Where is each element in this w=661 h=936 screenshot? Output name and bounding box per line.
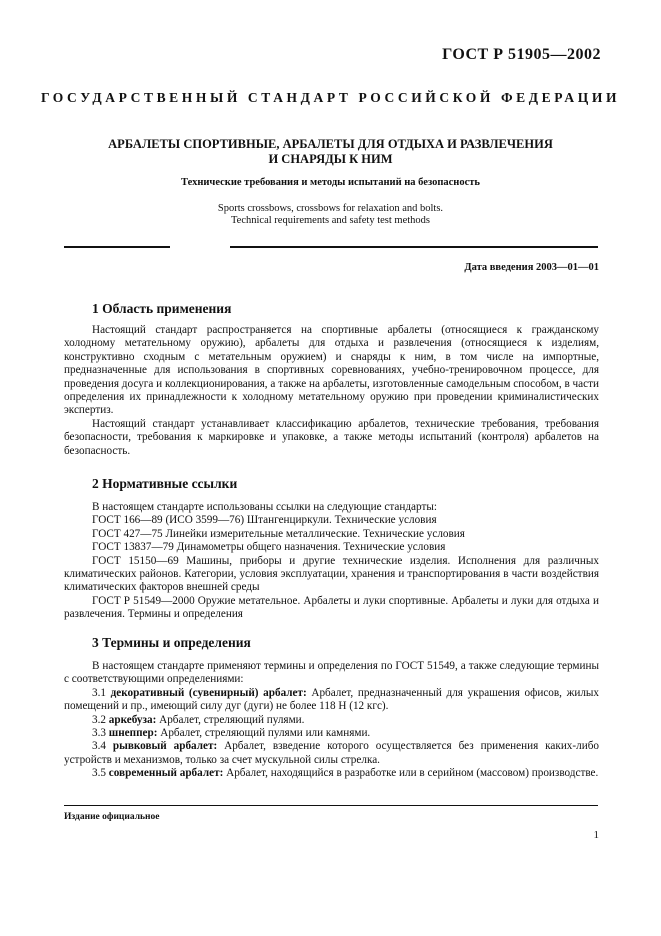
section-1-heading: 1 Область применения <box>92 301 232 316</box>
section-3-body <box>64 660 599 781</box>
term-name: аркебуза: <box>108 713 157 726</box>
term-number: 3.3 <box>92 727 106 740</box>
section-2-heading: 2 Нормативные ссылки <box>92 476 238 491</box>
term-name: шнеппер: <box>108 727 158 740</box>
term-name: декоративный (сувенирный) арбалет: <box>110 686 307 699</box>
section-3-heading: 3 Термины и определения <box>92 635 251 650</box>
term-number: 3.1 <box>92 686 106 699</box>
reference-item: ГОСТ 166—89 (ИСО 3599—76) Штангенциркули. Технические условия <box>92 514 437 527</box>
term-number: 3.2 <box>92 713 106 726</box>
header-divider-gap <box>170 245 230 249</box>
title-line-1: АРБАЛЕТЫ СПОРТИВНЫЕ, АРБАЛЕТЫ ДЛЯ ОТДЫХА И РАЗВЛЕЧЕНИЯ <box>108 137 553 151</box>
document-title <box>60 137 601 167</box>
section-3-intro: В настоящем стандарте применяют термины и определения по ГОСТ 51549, а также следующие термины с соответствующими определениями: <box>64 660 599 686</box>
reference-item: ГОСТ Р 51549—2000 Оружие метательное. Арбалеты и луки спортивные. Арбалеты и луки для отдыха и развлечения. Термины и определения <box>64 594 599 621</box>
english-title-line-1: Sports crossbows, crossbows for relaxation and bolts. <box>217 203 444 214</box>
term-name: рывковый арбалет: <box>112 740 218 753</box>
term-definition <box>64 714 599 727</box>
section-2-intro: В настоящем стандарте использованы ссылки на следующие стандарты: <box>92 501 437 513</box>
term-number: 3.5 <box>92 767 106 780</box>
term-definition-text: Арбалет, предназначенный для украшения офисов, жилых помещений и пр., имеющий силу дуг (дуги) не более 118 Н (12 кгс). <box>64 686 600 713</box>
reference-item: ГОСТ 13837—79 Динамометры общего назначения. Технические условия <box>92 541 446 554</box>
footer-divider <box>64 805 598 806</box>
term-definition <box>64 767 599 780</box>
term-definition <box>64 687 599 714</box>
document-subtitle: Технические требования и методы испытаний на безопасность <box>181 177 480 188</box>
term-definition <box>64 740 599 767</box>
state-standard-heading: ГОСУДАРСТВЕННЫЙ СТАНДАРТ РОССИЙСКОЙ ФЕДЕРАЦИИ <box>40 90 621 105</box>
reference-item: ГОСТ 427—75 Линейки измерительные металлические. Технические условия <box>92 527 465 540</box>
english-title-line-2: Technical requirements and safety test methods <box>231 215 430 226</box>
section-1-body <box>64 324 599 458</box>
term-number: 3.4 <box>92 740 106 753</box>
term-definition-text: Арбалет, стреляющий пулями. <box>159 713 305 726</box>
term-definition-text: Арбалет, взведение которого осуществляется без применения каких-либо устройств и механизмов, только за счет мускульной силы стрелка. <box>64 740 599 766</box>
introduction-date: Дата введения 2003—01—01 <box>464 262 599 273</box>
section-2-body <box>64 501 599 622</box>
title-line-2: И СНАРЯДЫ К НИМ <box>268 152 393 166</box>
gost-number: ГОСТ Р 51905—2002 <box>442 46 601 63</box>
term-name: современный арбалет: <box>108 767 224 780</box>
section-1-paragraph-1: Настоящий стандарт распространяется на спортивные арбалеты (относящиеся к гражданскому холодному метательному оружию), арбалеты для отдыха и развлечения (относящиеся к изделиям, конструктивно сходным с метательным оружием) и снаряды к ним, в том числе на импортные, предназначенные для использования в спортивных соревнованиях, учебно-тренировочном процессе, для проведения досуга и коллекционирования, а также на арбалеты, изготовленные самодельным способом, в части определения их принадлежности к холодному метательному оружию при проведении криминалистических экспертиз. <box>64 324 599 417</box>
english-title <box>60 203 601 227</box>
section-1-paragraph-2: Настоящий стандарт устанавливает классификацию арбалетов, технические требования, требования безопасности, требования к маркировке и упаковке, а также методы испытаний (контроля) арбалетов на безопасность. <box>64 417 599 457</box>
header-divider <box>64 246 598 248</box>
page-number: 1 <box>593 829 599 841</box>
reference-item: ГОСТ 15150—69 Машины, приборы и другие технические изделия. Исполнения для различных климатических районов. Категории, условия эксплуатации, хранения и транспортирования в части воздействия климатических факторов внешней среды <box>64 554 599 594</box>
term-definition <box>64 727 599 740</box>
term-definition-text: Арбалет, находящийся в разработке или в серийном (массовом) производстве. <box>226 767 599 780</box>
term-definition-text: Арбалет, стреляющий пулями или камнями. <box>160 727 371 740</box>
official-edition-label: Издание официальное <box>64 812 160 822</box>
